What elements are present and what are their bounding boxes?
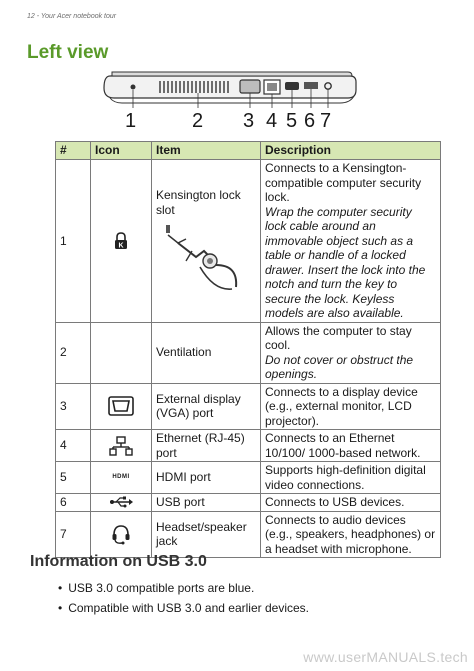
row-description: Supports high-definition digital video connections. bbox=[261, 462, 441, 494]
row-number: 7 bbox=[56, 511, 91, 558]
row-description bbox=[261, 160, 441, 323]
row-item: External display (VGA) port bbox=[152, 383, 261, 430]
row-description: Connects to audio devices (e.g., speakers, headphones) or a headset with microphone. bbox=[261, 511, 441, 558]
table-row bbox=[56, 462, 441, 494]
vga-port-icon bbox=[108, 396, 134, 416]
hdmi-icon: HDMI bbox=[112, 474, 130, 481]
table-row bbox=[56, 511, 441, 558]
row-item-cell bbox=[152, 160, 261, 323]
table-row bbox=[56, 383, 441, 430]
lock-cable-illustration bbox=[156, 221, 244, 293]
row-description: Connects to an Ethernet 10/100/ 1000-based network. bbox=[261, 430, 441, 462]
table-header-row bbox=[56, 142, 441, 160]
row-icon-cell bbox=[91, 322, 152, 383]
row-description-note: Wrap the computer security lock cable around an immovable object such as a table or handle of a locked drawer. Insert the lock into the notch and turn the key to secure the lock. Keyless models are also available. bbox=[265, 204, 426, 320]
row-description: Connects to USB devices. bbox=[261, 494, 441, 512]
section-title: Left view bbox=[27, 42, 109, 63]
usb-icon bbox=[109, 496, 133, 508]
row-number: 6 bbox=[56, 494, 91, 512]
row-number: 1 bbox=[56, 160, 91, 323]
usb-section-title: Information on USB 3.0 bbox=[30, 553, 207, 570]
row-description-note: Do not cover or obstruct the openings. bbox=[265, 352, 414, 381]
callout-6: 6 bbox=[304, 110, 316, 132]
header-description: Description bbox=[261, 142, 441, 160]
row-icon-cell bbox=[91, 511, 152, 558]
header-item: Item bbox=[152, 142, 261, 160]
laptop-left-side-illustration bbox=[100, 70, 360, 108]
kensington-lock-icon bbox=[113, 232, 129, 250]
table-row bbox=[56, 430, 441, 462]
row-item: Ventilation bbox=[152, 322, 261, 383]
ethernet-icon bbox=[109, 436, 133, 456]
callout-numbers bbox=[0, 110, 474, 136]
row-item: HDMI port bbox=[152, 462, 261, 494]
left-view-ports-table bbox=[55, 141, 441, 558]
row-item: Kensington lock slot bbox=[156, 188, 241, 217]
page-header-note: 12 - Your Acer notebook tour bbox=[27, 13, 117, 20]
row-icon-cell bbox=[91, 383, 152, 430]
row-icon-cell bbox=[91, 160, 152, 323]
row-description: Connects to a display device (e.g., external monitor, LCD projector). bbox=[261, 383, 441, 430]
callout-7: 7 bbox=[320, 110, 332, 132]
row-icon-cell bbox=[91, 494, 152, 512]
row-item: Ethernet (RJ-45) port bbox=[152, 430, 261, 462]
callout-4: 4 bbox=[266, 110, 278, 132]
row-icon-cell bbox=[91, 462, 152, 494]
header-num: # bbox=[56, 142, 91, 160]
row-description-text: Allows the computer to stay cool. bbox=[265, 323, 412, 352]
header-icon: Icon bbox=[91, 142, 152, 160]
callout-3: 3 bbox=[243, 110, 255, 132]
row-number: 5 bbox=[56, 462, 91, 494]
headset-icon bbox=[111, 523, 131, 545]
table-row bbox=[56, 494, 441, 512]
list-item: • Compatible with USB 3.0 and earlier devices. bbox=[58, 601, 309, 615]
callout-5: 5 bbox=[286, 110, 298, 132]
row-number: 4 bbox=[56, 430, 91, 462]
row-description-text: Connects to a Kensington-compatible computer security lock. bbox=[265, 161, 422, 204]
row-description bbox=[261, 322, 441, 383]
svg-text:K: K bbox=[118, 242, 124, 250]
usb-bullet-list bbox=[58, 581, 309, 621]
row-icon-cell bbox=[91, 430, 152, 462]
row-number: 3 bbox=[56, 383, 91, 430]
table-row bbox=[56, 160, 441, 323]
callout-1: 1 bbox=[125, 110, 137, 132]
row-item: Headset/speaker jack bbox=[152, 511, 261, 558]
watermark: www.userMANUALS.tech bbox=[303, 649, 468, 665]
list-item: • USB 3.0 compatible ports are blue. bbox=[58, 581, 309, 595]
row-number: 2 bbox=[56, 322, 91, 383]
table-row bbox=[56, 322, 441, 383]
callout-2: 2 bbox=[192, 110, 204, 132]
row-item: USB port bbox=[152, 494, 261, 512]
